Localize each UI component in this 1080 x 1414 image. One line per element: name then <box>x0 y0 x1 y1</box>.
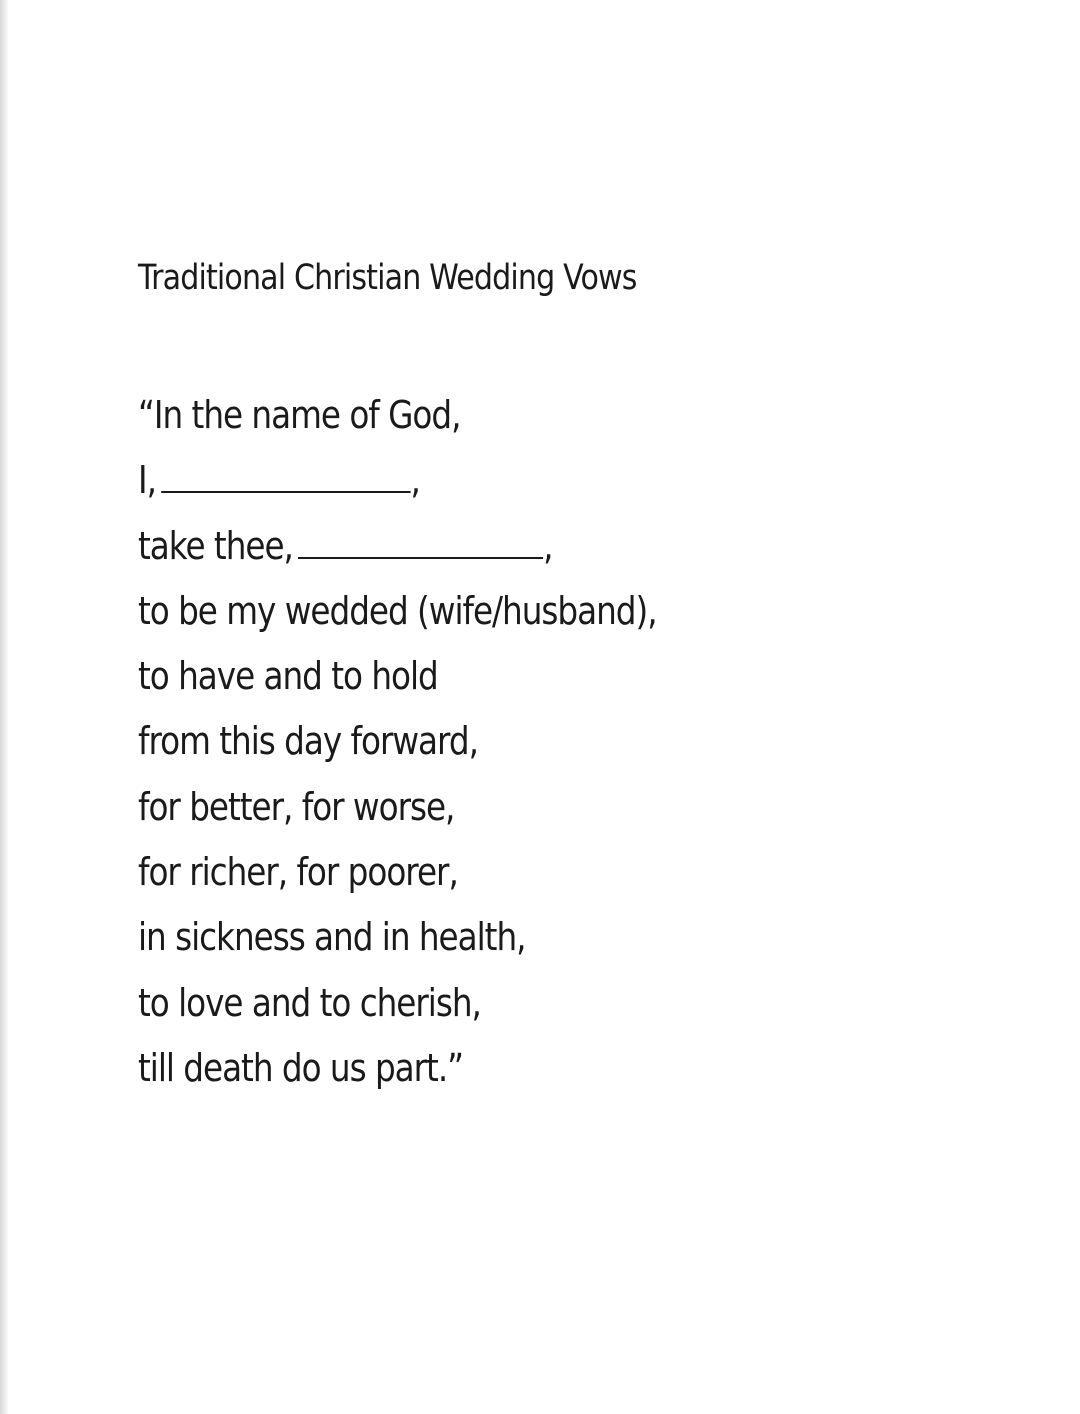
vow-text: “In the name of God, <box>138 393 461 437</box>
vow-text: take thee, <box>138 523 293 568</box>
vow-line-2 <box>138 453 657 518</box>
vow-line-3 <box>138 519 657 584</box>
vow-line-11 <box>138 1041 657 1106</box>
vow-text: for richer, for poorer, <box>138 850 458 895</box>
page-left-edge <box>0 0 8 1414</box>
vow-line-1 <box>138 388 657 453</box>
document-title: Traditional Christian Wedding Vows <box>138 258 637 298</box>
vow-text: from this day forward, <box>138 719 478 764</box>
vow-text: till death do us part.” <box>138 1045 464 1090</box>
vow-text: for better, for worse, <box>138 784 455 829</box>
vow-line-8 <box>138 845 657 910</box>
vow-text: to be my wedded (wife/husband), <box>138 588 657 633</box>
vow-lines <box>138 388 741 1106</box>
vow-line-9 <box>138 910 657 975</box>
vow-line-4 <box>138 584 657 649</box>
vow-text: in sickness and in health, <box>138 915 526 960</box>
vow-text: I, <box>138 458 156 503</box>
vow-line-10 <box>138 976 657 1041</box>
vow-text: , <box>543 523 553 568</box>
vow-line-6 <box>138 714 657 779</box>
vow-text: to love and to cherish, <box>138 980 481 1025</box>
vow-line-7 <box>138 780 657 845</box>
vow-line-5 <box>138 649 657 714</box>
vow-text: , <box>410 458 420 503</box>
vow-text: to have and to hold <box>138 654 438 699</box>
name-blank-2 <box>298 545 543 559</box>
name-blank-1 <box>161 479 410 493</box>
